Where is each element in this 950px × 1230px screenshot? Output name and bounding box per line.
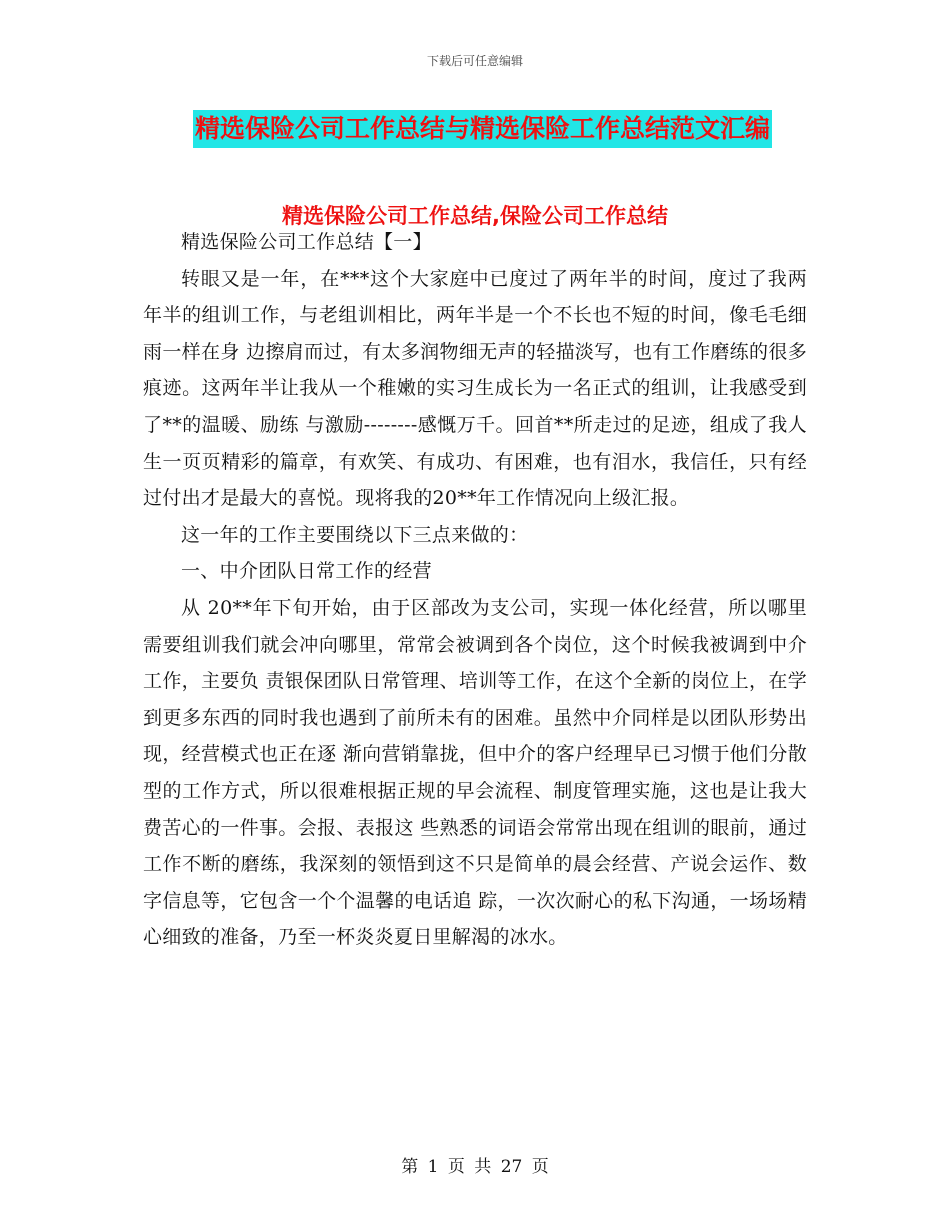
body-paragraph: 这一年的工作主要围绕以下三点来做的：	[181, 523, 529, 546]
header-note: 下载后可任意编辑	[426, 54, 523, 68]
page-footer: 第 1 页 共 27 页	[401, 1157, 549, 1177]
body-paragraph: 从 20**年下旬开始，由于区部改为支公司，实现一体化经营，所以哪里需要组训我们就会冲向哪里，常常会被调到各个岗位，这个时候我被调到中介工作，主要负 责银保团队日常管理、培训等工作，在这个全新的岗位上，在学到更多东西的同时我也遇到了前所未有的困难。虽然中介同样是以团队形势出现，经营模式也正在逐 渐向营销靠拢，但中介的客户经理早已习惯于他们分散型的工作方式，所以很难根据正规的早会流程、制度管理实施，这也是让我大费苦心的一件事。会报、表报这 些熟悉的词语会常常出现在组训的眼前，通过工作不断的磨练，我深刻的领悟到这不只是简单的晨会经营、产说会运作、数字信息等，它包含一个个温馨的电话追 踪，一次次耐心的私下沟通，一场场精心细致的准备，乃至一杯炎炎夏日里解渴的冰水。	[143, 596, 807, 949]
section-heading: 精选保险公司工作总结【一】	[181, 231, 432, 253]
document-main-title: 精选保险公司工作总结与精选保险工作总结范文汇编	[193, 110, 772, 148]
section-heading: 一、中介团队日常工作的经营	[181, 560, 432, 583]
document-sub-title: 精选保险公司工作总结,保险公司工作总结	[282, 204, 668, 228]
body-paragraph: 转眼又是一年，在***这个大家庭中已度过了两年半的时间，度过了我两年半的组训工作，与老组训相比，两年半是一个不长也不短的时间，像毛毛细雨一样在身 边擦肩而过，有太多润物细无声的轻描淡写，也有工作磨练的很多痕迹。这两年半让我从一个稚嫩的实习生成长为一名正式的组训，让我感受到了**的温暖、励练 与激励--------感慨万千。回首**所走过的足迹，组成了我人生一页页精彩的篇章，有欢笑、有成功、有困难，也有泪水，我信任，只有经过付出才是最大的喜悦。现将我的20**年工作情况向上级汇报。	[143, 267, 807, 510]
document-body	[143, 224, 807, 956]
